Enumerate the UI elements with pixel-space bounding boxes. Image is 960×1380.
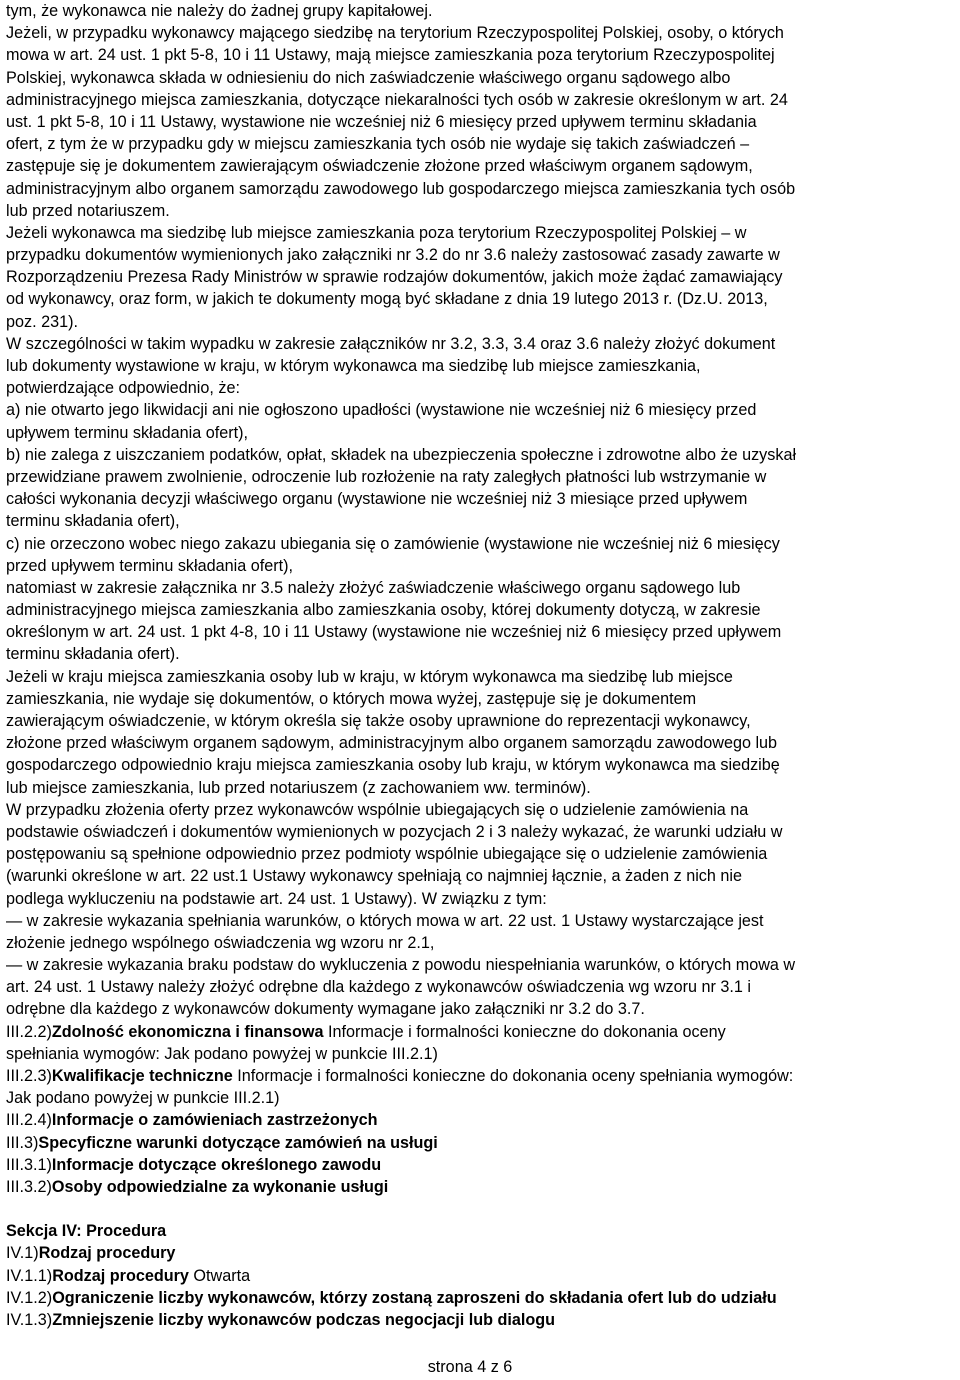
text-line: złożenie jednego wspólnego oświadczenia wg wzoru nr 2.1, (6, 933, 435, 952)
section-iii-2-2: III.2.2)Zdolność ekonomiczna i finansowa Informacje i formalności konieczne do dokonania oceny (6, 1022, 726, 1041)
text-line: złożone przed właściwym organem sądowym, administracyjnym albo organem samorządu zawodowego lub (6, 734, 778, 753)
text-line: całości wykonania decyzji właściwego organu (wystawione nie wcześniej niż 3 miesiące przed upływem (6, 490, 748, 509)
text-line: poz. 231). (6, 312, 78, 331)
text-line: lub miejsce zamieszkania, lub przed notariuszem (z zachowaniem ww. terminów). (6, 778, 591, 797)
section-iv-1-3: IV.1.3)Zmniejszenie liczby wykonawców podczas negocjacji lub dialogu (6, 1310, 556, 1329)
text-line: ofert, z tym że w przypadku gdy w miejscu zamieszkania tych osób nie wydaje się takich zaświadczeń – (6, 135, 750, 154)
text-line: terminu składania ofert). (6, 645, 180, 664)
section-iii-2-3-cont: Jak podano powyżej w punkcie III.2.1) (6, 1089, 280, 1108)
section-iv-1-1: IV.1.1)Rodzaj procedury Otwarta (6, 1266, 251, 1285)
text-line: od wykonawcy, oraz form, w jakich te dokumenty mogą być składane z dnia 19 lutego 2013 r. (Dz.U. 2013, (6, 290, 768, 309)
text-line: natomiast w zakresie załącznika nr 3.5 należy złożyć zaświadczenie właściwego organu sądowego lub (6, 578, 741, 597)
text-line: Polskiej, wykonawca składa w odniesieniu do nich zaświadczenie właściwego organu sądowego albo (6, 68, 731, 87)
text-line: Jeżeli wykonawca ma siedzibę lub miejsce zamieszkania poza terytorium Rzeczypospolitej Polskiej – w (6, 223, 747, 242)
text-line: zawierającym oświadczenie, w którym określa się także osoby uprawnione do reprezentacji wykonawcy, (6, 712, 751, 730)
text-line: Jeżeli w kraju miejsca zamieszkania osoby lub w kraju, w którym wykonawca ma siedzibę lub miejsce (6, 667, 733, 686)
page-number: strona 4 z 6 (427, 1358, 513, 1376)
text-line: Jeżeli, w przypadku wykonawcy mającego siedzibę na terytorium Rzeczypospolitej Polskiej, osoby, o których (6, 24, 784, 43)
text-line: postępowaniu są spełnione odpowiednio przez podmioty wspólnie ubiegające się o udzielenie zamówienia (6, 845, 768, 864)
text-line: c) nie orzeczono wobec niego zakazu ubiegania się o zamówienie (wystawione nie wcześniej niż 6 miesięcy (6, 534, 780, 553)
section-iv-1-2: IV.1.2)Ograniczenie liczby wykonawców, którzy zostaną zaproszeni do składania ofert lub do udziału (6, 1288, 777, 1307)
text-line: administracyjnego miejsca zamieszkania albo zamieszkania osoby, której dokumenty dotyczą, w zakresie (6, 601, 761, 620)
section-iii-2-3: III.2.3)Kwalifikacje techniczne Informacje i formalności konieczne do dokonania oceny spełniania wymogów: (6, 1067, 794, 1085)
text-line: podlega wykluczeniu na podstawie art. 24 ust. 1 Ustawy). W związku z tym: (6, 889, 547, 908)
text-line: określonym w art. 24 ust. 1 pkt 4-8, 10 i 11 Ustawy (wystawione nie wcześniej niż 6 miesięcy przed upływem (6, 623, 782, 642)
document-page (6, 0, 958, 1331)
section-iii-2-4: III.2.4)Informacje o zamówieniach zastrzeżonych (6, 1111, 378, 1130)
text-line: potwierdzające odpowiednio, że: (6, 379, 240, 398)
text-line: lub przed notariuszem. (6, 201, 170, 220)
body-text (6, 0, 958, 1021)
text-line: b) nie zalega z uiszczaniem podatków, opłat, składek na ubezpieczenia społeczne i zdrowotne albo że uzyskał (6, 445, 797, 464)
text-line: podstawie oświadczeń i dokumentów wymienionych w pozycjach 2 i 3 należy wykazać, że warunki udziału w (6, 822, 783, 841)
text-line: upływem terminu składania ofert), (6, 423, 249, 442)
text-line: terminu składania ofert), (6, 512, 180, 531)
text-line: lub dokumenty wystawione w kraju, w którym wykonawca ma siedzibę lub miejsce zamieszkania, (6, 357, 701, 375)
section-iv-1: IV.1)Rodzaj procedury (6, 1244, 176, 1263)
text-line: art. 24 ust. 1 Ustawy należy złożyć odrębne dla każdego z wykonawców oświadczenia wg wzoru nr 3.1 i (6, 978, 751, 997)
text-line: odrębne dla każdego z wykonawców dokumenty wymagane jako załączniki nr 3.2 do 3.7. (6, 1000, 645, 1019)
section-iii-2-2-cont: spełniania wymogów: Jak podano powyżej w punkcie III.2.1) (6, 1044, 438, 1063)
text-line: administracyjnego miejsca zamieszkania, dotyczące niekaralności tych osób w zakresie określonym w art. 24 (6, 90, 788, 109)
text-line: ust. 1 pkt 5-8, 10 i 11 Ustawy, wystawione nie wcześniej niż 6 miesięcy przed upływem terminu składania (6, 112, 757, 131)
text-line: a) nie otwarto jego likwidacji ani nie ogłoszono upadłości (wystawione nie wcześniej niż 6 miesięcy przed (6, 401, 757, 420)
text-line: gospodarczego odpowiednio kraju miejsca zamieszkania osoby lub kraju, w którym wykonawca ma siedzibę (6, 756, 780, 775)
section-iv-heading: Sekcja IV: Procedura (6, 1222, 167, 1241)
text-line: przypadku dokumentów wymienionych jako załączniki nr 3.2 do nr 3.6 należy zastosować zasady zawarte w (6, 246, 780, 265)
section-iii-3-2: III.3.2)Osoby odpowiedzialne za wykonanie usługi (6, 1177, 389, 1196)
text-line: zastępuje się je dokumentem zawierającym oświadczenie złożone przed właściwym organem sądowym, (6, 157, 753, 176)
text-line: Rozporządzeniu Prezesa Rady Ministrów w sprawie rodzajów dokumentów, jakich może żądać zamawiający (6, 268, 783, 287)
text-line: — w zakresie wykazania braku podstaw do wykluczenia z powodu niespełniania warunków, o których mowa w (6, 956, 796, 975)
text-line: — w zakresie wykazania spełniania warunków, o których mowa w art. 22 ust. 1 Ustawy wystarczające jest (6, 911, 764, 930)
text-line: W przypadku złożenia oferty przez wykonawców wspólnie ubiegających się o udzielenie zamówienia na (6, 800, 749, 819)
section-iii-3: III.3)Specyficzne warunki dotyczące zamówień na usługi (6, 1133, 438, 1152)
text-line: (warunki określone w art. 22 ust.1 Ustawy wykonawcy spełniają co najmniej łącznie, a żaden z nich nie (6, 867, 742, 886)
section-iii-3-1: III.3.1)Informacje dotyczące określonego zawodu (6, 1155, 382, 1174)
text-line: przed upływem terminu składania ofert), (6, 556, 294, 575)
text-line: W szczególności w takim wypadku w zakresie załączników nr 3.2, 3.3, 3.4 oraz 3.6 należy złożyć dokument (6, 334, 776, 353)
text-line: zamieszkania, nie wydaje się dokumentów, o których mowa wyżej, zastępuje się je dokumentem (6, 689, 697, 708)
text-line: przewidziane prawem zwolnienie, odroczenie lub rozłożenie na raty zaległych płatności lub wstrzymanie w (6, 467, 767, 486)
text-line: administracyjnym albo organem samorządu zawodowego lub gospodarczego miejsca zamieszkania tych osób (6, 179, 796, 198)
text-line: tym, że wykonawca nie należy do żadnej grupy kapitałowej. (6, 2, 433, 20)
text-line: mowa w art. 24 ust. 1 pkt 5-8, 10 i 11 Ustawy, mają miejsce zamieszkania poza terytorium Rzeczypospolitej (6, 46, 775, 65)
